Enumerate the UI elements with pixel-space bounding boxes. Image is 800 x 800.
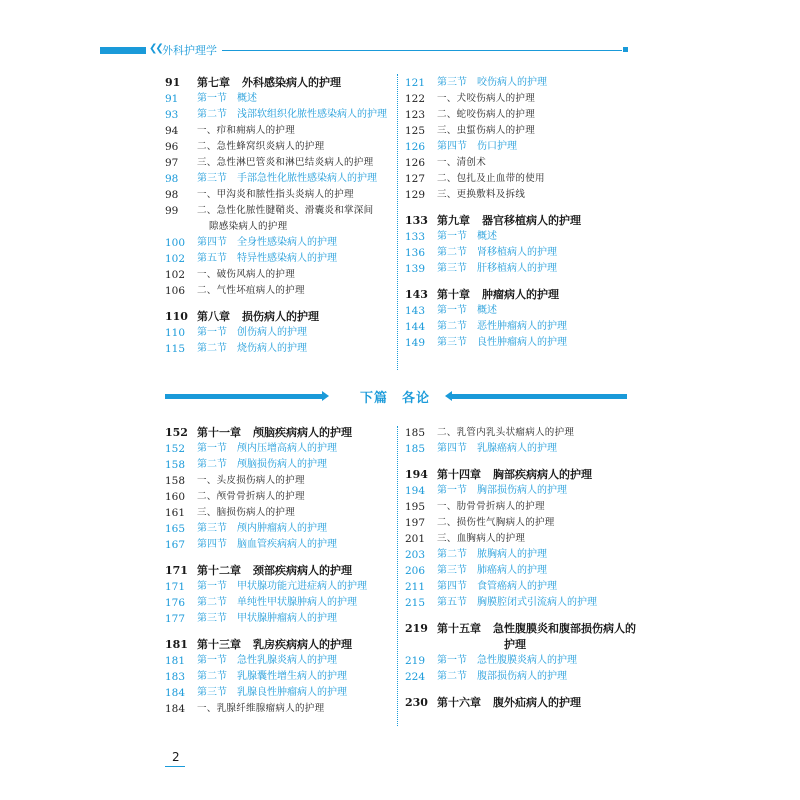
toc-entry-title: 急性腹膜炎病人的护理 [477, 655, 577, 666]
toc-entry-title: 一、甲沟炎和脓性指头炎病人的护理 [197, 189, 354, 200]
toc-entry-title: 二、急性化脓性腱鞘炎、滑囊炎和掌深间 [197, 205, 374, 216]
toc-entry-title: 肺癌病人的护理 [477, 565, 547, 576]
toc-entry-number: 第十一章 [197, 426, 241, 439]
toc-chapter-entry[interactable] [405, 213, 630, 229]
toc-page-number: 94 [165, 125, 179, 137]
toc-section-entry[interactable] [165, 441, 390, 457]
toc-section-entry[interactable] [165, 107, 390, 123]
toc-entry-title: 三、血胸病人的护理 [437, 533, 526, 544]
toc-item-entry[interactable] [165, 473, 390, 489]
toc-entry-number: 第一节 [437, 231, 467, 242]
toc-section-entry[interactable] [405, 261, 630, 277]
toc-page-number: 152 [165, 443, 186, 455]
toc-page-number: 97 [165, 157, 179, 169]
toc-item-entry[interactable] [405, 499, 630, 515]
running-header [100, 44, 628, 58]
toc-page-number: 122 [405, 93, 426, 105]
toc-section-entry[interactable] [165, 457, 390, 473]
toc-entry-number: 第一节 [437, 305, 467, 316]
toc-section-entry[interactable] [405, 75, 630, 91]
toc-page-number: 136 [405, 247, 426, 259]
toc-section-entry[interactable] [165, 325, 390, 341]
page-number-rule [165, 766, 185, 767]
toc-entry-title: 胸膜腔闭式引流病人的护理 [477, 597, 597, 608]
toc-page-number: 93 [165, 109, 179, 121]
toc-section-entry[interactable] [405, 335, 630, 351]
toc-entry-title: 食管癌病人的护理 [477, 581, 557, 592]
toc-section-entry[interactable] [405, 563, 630, 579]
toc-entry-number: 第十五章 [437, 622, 481, 635]
toc-section-entry[interactable] [165, 251, 390, 267]
toc-page-number: 100 [165, 237, 186, 249]
toc-column-top-right [405, 75, 630, 351]
toc-entry-number: 第十二章 [197, 564, 241, 577]
toc-page-number: 219 [405, 655, 426, 667]
toc-entry-title: 乳房疾病病人的护理 [253, 638, 352, 651]
toc-entry-title: 二、损伤性气胸病人的护理 [437, 517, 555, 528]
banner-left-arrow [165, 394, 323, 399]
toc-entry-title: 二、急性蜂窝织炎病人的护理 [197, 141, 325, 152]
toc-entry-title: 颅脑损伤病人的护理 [237, 459, 327, 470]
toc-item-entry[interactable] [405, 123, 630, 139]
toc-section-entry[interactable] [165, 595, 390, 611]
toc-page-number: 161 [165, 507, 186, 519]
toc-entry-title: 烧伤病人的护理 [237, 343, 307, 354]
toc-chapter-entry[interactable] [165, 425, 390, 441]
toc-page-number: 144 [405, 321, 426, 333]
toc-page-number: 139 [405, 263, 426, 275]
toc-entry-title: 外科感染病人的护理 [242, 76, 341, 89]
toc-entry-title: 一、犬咬伤病人的护理 [437, 93, 536, 104]
toc-page-number: 98 [165, 173, 179, 185]
toc-item-entry[interactable] [165, 123, 390, 139]
toc-entry-number: 第二节 [197, 671, 227, 682]
toc-entry-number: 第一节 [197, 443, 227, 454]
toc-entry-title: 一、头皮损伤病人的护理 [197, 475, 305, 486]
toc-item-entry[interactable] [405, 107, 630, 123]
toc-page-number: 123 [405, 109, 426, 121]
toc-entry-number: 第三节 [197, 687, 227, 698]
toc-entry-title: 手部急性化脓性感染病人的护理 [237, 173, 377, 184]
toc-page-number: 91 [165, 93, 179, 105]
toc-section-entry[interactable] [165, 91, 390, 107]
toc-section-entry[interactable] [405, 139, 630, 155]
toc-section-entry[interactable] [165, 611, 390, 627]
toc-page-number: 219 [405, 622, 428, 635]
toc-item-entry[interactable] [165, 187, 390, 203]
toc-entry-title: 乳腺囊性增生病人的护理 [237, 671, 347, 682]
toc-entry-title: 腹外疝病人的护理 [493, 696, 581, 709]
toc-section-entry[interactable] [165, 579, 390, 595]
toc-page-number: 181 [165, 638, 188, 651]
toc-entry-title: 二、乳管内乳头状瘤病人的护理 [437, 427, 575, 438]
toc-page-number: 143 [405, 305, 426, 317]
toc-entry-number: 第四节 [437, 581, 467, 592]
toc-item-entry[interactable] [405, 155, 630, 171]
toc-entry-title: 二、颅骨骨折病人的护理 [197, 491, 305, 502]
toc-section-entry[interactable] [405, 441, 630, 457]
toc-chapter-entry[interactable] [165, 309, 390, 325]
toc-entry-number: 第四节 [197, 237, 227, 248]
toc-entry-number: 第三节 [437, 77, 467, 88]
toc-page-number: 91 [165, 76, 181, 89]
toc-section-entry[interactable] [165, 171, 390, 187]
toc-entry-number: 第一节 [437, 655, 467, 666]
toc-entry-title: 一、清创术 [437, 157, 487, 168]
toc-page-number: 99 [165, 205, 179, 217]
banner-right-arrow [451, 394, 627, 399]
toc-page-number: 176 [165, 597, 186, 609]
toc-entry-title: 乳腺癌病人的护理 [477, 443, 557, 454]
column-divider-bottom [397, 426, 398, 726]
toc-entry-title: 腹部损伤病人的护理 [477, 671, 567, 682]
toc-entry-number: 第五节 [437, 597, 467, 608]
toc-item-entry[interactable] [165, 283, 390, 299]
toc-page-number: 167 [165, 539, 186, 551]
toc-section-entry[interactable] [165, 685, 390, 701]
toc-entry-title: 二、气性坏疽病人的护理 [197, 285, 305, 296]
toc-page-number: 177 [165, 613, 186, 625]
toc-entry-title: 器官移植病人的护理 [482, 214, 581, 227]
toc-page-number: 183 [165, 671, 186, 683]
toc-entry-title: 三、更换敷料及拆线 [437, 189, 526, 200]
toc-entry-number: 第二节 [437, 247, 467, 258]
toc-column-bottom-left [165, 425, 390, 717]
toc-entry-title: 急性乳腺炎病人的护理 [237, 655, 337, 666]
toc-page-number: 110 [165, 327, 186, 339]
toc-entry-number: 第二节 [197, 459, 227, 470]
toc-chapter-entry[interactable] [405, 637, 630, 653]
toc-section-entry[interactable] [405, 653, 630, 669]
toc-entry-title: 单纯性甲状腺肿病人的护理 [237, 597, 357, 608]
toc-page-number: 126 [405, 157, 426, 169]
toc-item-entry[interactable] [405, 187, 630, 203]
toc-entry-number: 第四节 [437, 141, 467, 152]
toc-entry-title: 损伤病人的护理 [242, 310, 319, 323]
toc-chapter-entry[interactable] [165, 563, 390, 579]
toc-entry-number: 第二节 [197, 109, 227, 120]
toc-page-number: 133 [405, 214, 428, 227]
toc-item-entry[interactable] [165, 701, 390, 717]
toc-column-top-left [165, 75, 390, 357]
toc-item-entry[interactable] [165, 489, 390, 505]
toc-entry-title: 创伤病人的护理 [237, 327, 307, 338]
toc-entry-title: 咬伤病人的护理 [477, 77, 547, 88]
toc-page-number: 184 [165, 687, 186, 699]
toc-entry-title: 恶性肿瘤病人的护理 [477, 321, 567, 332]
toc-entry-title: 三、急性淋巴管炎和淋巴结炎病人的护理 [197, 157, 374, 168]
toc-section-entry[interactable] [165, 653, 390, 669]
toc-page-number: 98 [165, 189, 179, 201]
toc-section-entry[interactable] [405, 547, 630, 563]
toc-entry-number: 第四节 [197, 539, 227, 550]
toc-page-number: 185 [405, 443, 426, 455]
toc-entry-title: 胸部疾病病人的护理 [493, 468, 592, 481]
toc-entry-number: 第五节 [197, 253, 227, 264]
toc-entry-number: 第三节 [437, 337, 467, 348]
toc-entry-number: 第三节 [197, 523, 227, 534]
toc-entry-title: 二、蛇咬伤病人的护理 [437, 109, 536, 120]
book-title: 外科护理学 [162, 44, 217, 57]
toc-page-number: 211 [405, 581, 426, 593]
toc-entry-title: 浅部软组织化脓性感染病人的护理 [237, 109, 387, 120]
toc-item-entry[interactable] [165, 155, 390, 171]
toc-page-number: 185 [405, 427, 426, 439]
toc-item-entry[interactable] [405, 425, 630, 441]
toc-section-entry[interactable] [405, 579, 630, 595]
toc-item-entry[interactable] [405, 515, 630, 531]
toc-page-number: 224 [405, 671, 426, 683]
toc-entry-number: 第二节 [437, 671, 467, 682]
toc-page-number: 171 [165, 564, 188, 577]
toc-entry-title: 概述 [477, 231, 497, 242]
toc-entry-title: 急性腹膜炎和腹部损伤病人的 [493, 622, 636, 635]
toc-item-entry[interactable] [165, 505, 390, 521]
column-divider-top [397, 74, 398, 370]
toc-page-number: 181 [165, 655, 186, 667]
toc-entry-number: 第一节 [197, 327, 227, 338]
toc-entry-title: 一、乳腺纤维腺瘤病人的护理 [197, 703, 325, 714]
toc-column-bottom-right [405, 425, 636, 711]
toc-entry-title: 肝移植病人的护理 [477, 263, 557, 274]
header-rule [222, 50, 622, 51]
toc-entry-title: 二、包扎及止血带的使用 [437, 173, 545, 184]
toc-entry-title: 颅脑疾病病人的护理 [253, 426, 352, 439]
toc-page-number: 129 [405, 189, 426, 201]
toc-page-number: 133 [405, 231, 426, 243]
toc-page-number: 206 [405, 565, 426, 577]
toc-page-number: 152 [165, 426, 188, 439]
toc-entry-title: 一、破伤风病人的护理 [197, 269, 296, 280]
part-title: 下篇 各论 [360, 391, 431, 406]
toc-entry-title: 甲状腺功能亢进症病人的护理 [237, 581, 367, 592]
toc-section-entry[interactable] [405, 319, 630, 335]
toc-entry-title: 隙感染病人的护理 [209, 221, 288, 232]
toc-page-number: 106 [165, 285, 186, 297]
toc-chapter-entry[interactable] [165, 75, 390, 91]
toc-item-entry[interactable] [405, 171, 630, 187]
toc-entry-title: 颅内压增高病人的护理 [237, 443, 337, 454]
toc-entry-title: 颅内肿瘤病人的护理 [237, 523, 327, 534]
toc-chapter-entry[interactable] [405, 621, 636, 637]
toc-entry-number: 第十章 [437, 288, 470, 301]
toc-entry-number: 第一节 [197, 581, 227, 592]
toc-section-entry[interactable] [165, 537, 390, 553]
toc-entry-number: 第一节 [437, 485, 467, 496]
toc-section-entry[interactable] [405, 595, 630, 611]
toc-entry-title: 颈部疾病病人的护理 [253, 564, 352, 577]
toc-item-entry[interactable] [165, 219, 390, 235]
toc-page-number: 194 [405, 485, 426, 497]
toc-entry-title: 一、疖和痈病人的护理 [197, 125, 296, 136]
toc-entry-title: 良性肿瘤病人的护理 [477, 337, 567, 348]
toc-entry-title: 脑血管疾病病人的护理 [237, 539, 337, 550]
toc-entry-title: 护理 [504, 638, 526, 651]
toc-page-number: 195 [405, 501, 426, 513]
toc-section-entry[interactable] [405, 229, 630, 245]
toc-entry-number: 第七章 [197, 76, 230, 89]
toc-page-number: 143 [405, 288, 428, 301]
toc-item-entry[interactable] [405, 91, 630, 107]
toc-item-entry[interactable] [165, 267, 390, 283]
double-chevron-icon: ❮❮ [149, 43, 162, 54]
toc-chapter-entry[interactable] [165, 637, 390, 653]
header-square-marker [623, 47, 628, 52]
toc-page-number: 126 [405, 141, 426, 153]
toc-page-number: 203 [405, 549, 426, 561]
toc-entry-number: 第一节 [197, 93, 227, 104]
toc-page-number: 197 [405, 517, 426, 529]
toc-section-entry[interactable] [405, 303, 630, 319]
toc-page-number: 102 [165, 253, 186, 265]
toc-entry-title: 全身性感染病人的护理 [237, 237, 337, 248]
toc-entry-title: 肿瘤病人的护理 [482, 288, 559, 301]
toc-entry-number: 第十六章 [437, 696, 481, 709]
toc-item-entry[interactable] [165, 139, 390, 155]
toc-section-entry[interactable] [405, 669, 630, 685]
toc-entry-title: 概述 [477, 305, 497, 316]
toc-page-number [165, 219, 197, 235]
toc-chapter-entry[interactable] [405, 695, 630, 711]
toc-entry-number: 第二节 [437, 549, 467, 560]
toc-chapter-entry[interactable] [405, 287, 630, 303]
part-banner [165, 388, 627, 404]
toc-section-entry[interactable] [405, 245, 630, 261]
toc-page-number: 102 [165, 269, 186, 281]
toc-page-number: 110 [165, 310, 188, 323]
toc-entry-title: 肾移植病人的护理 [477, 247, 557, 258]
toc-page-number: 194 [405, 468, 428, 481]
toc-entry-number: 第三节 [197, 173, 227, 184]
page-number: 2 [172, 750, 180, 764]
toc-page-number: 149 [405, 337, 426, 349]
toc-entry-number: 第九章 [437, 214, 470, 227]
toc-page-number: 115 [165, 343, 186, 355]
toc-entry-number: 第八章 [197, 310, 230, 323]
toc-page-number: 160 [165, 491, 186, 503]
toc-page-number: 121 [405, 77, 426, 89]
toc-chapter-entry[interactable] [405, 467, 630, 483]
toc-page-number: 184 [165, 703, 186, 715]
header-accent-bar [100, 47, 146, 54]
toc-entry-title: 三、脑损伤病人的护理 [197, 507, 296, 518]
toc-item-entry[interactable] [165, 203, 390, 219]
toc-page-number: 201 [405, 533, 426, 545]
toc-page-number: 158 [165, 459, 186, 471]
toc-entry-number: 第十三章 [197, 638, 241, 651]
toc-page-number [405, 637, 437, 653]
toc-page-number: 171 [165, 581, 186, 593]
toc-entry-title: 乳腺良性肿瘤病人的护理 [237, 687, 347, 698]
toc-section-entry[interactable] [165, 235, 390, 251]
toc-entry-number: 第三节 [197, 613, 227, 624]
toc-entry-title: 脓胸病人的护理 [477, 549, 547, 560]
toc-page-number: 96 [165, 141, 179, 153]
toc-page-number: 125 [405, 125, 426, 137]
toc-entry-title: 甲状腺肿瘤病人的护理 [237, 613, 337, 624]
toc-entry-title: 一、肋骨骨折病人的护理 [437, 501, 545, 512]
toc-item-entry[interactable] [405, 531, 630, 547]
toc-entry-title: 胸部损伤病人的护理 [477, 485, 567, 496]
toc-page-number: 215 [405, 597, 426, 609]
toc-entry-title: 三、虫蜇伤病人的护理 [437, 125, 536, 136]
toc-entry-title: 特异性感染病人的护理 [237, 253, 337, 264]
toc-entry-title: 概述 [237, 93, 257, 104]
toc-entry-number: 第四节 [437, 443, 467, 454]
toc-entry-number: 第三节 [437, 263, 467, 274]
toc-section-entry[interactable] [405, 483, 630, 499]
toc-section-entry[interactable] [165, 521, 390, 537]
toc-page-number: 230 [405, 696, 428, 709]
toc-page-number: 165 [165, 523, 186, 535]
toc-entry-number: 第二节 [197, 597, 227, 608]
toc-section-entry[interactable] [165, 669, 390, 685]
toc-entry-number: 第十四章 [437, 468, 481, 481]
toc-entry-title: 伤口护理 [477, 141, 517, 152]
toc-entry-number: 第二节 [197, 343, 227, 354]
toc-page-number: 158 [165, 475, 186, 487]
toc-entry-number: 第一节 [197, 655, 227, 666]
toc-entry-number: 第三节 [437, 565, 467, 576]
toc-page-number: 127 [405, 173, 426, 185]
toc-section-entry[interactable] [165, 341, 390, 357]
toc-entry-number: 第二节 [437, 321, 467, 332]
